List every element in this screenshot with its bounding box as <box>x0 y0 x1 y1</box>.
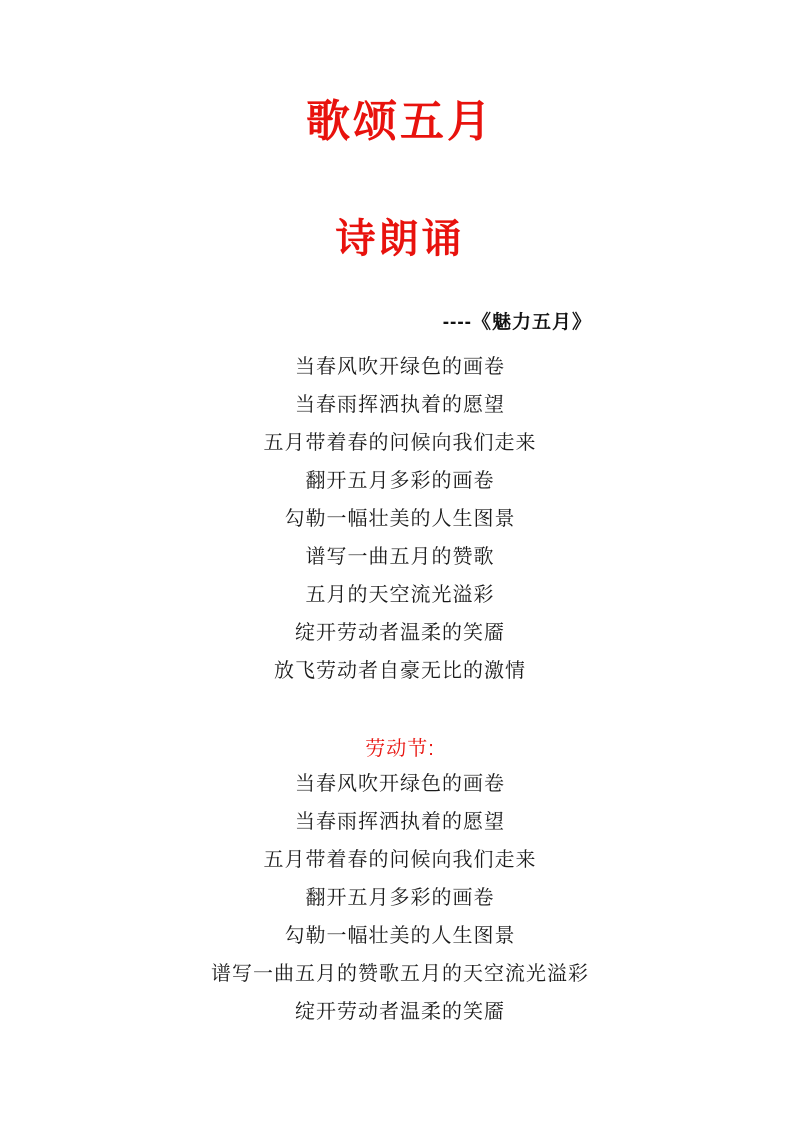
poem-line: 勾勒一幅壮美的人生图景 <box>284 924 516 947</box>
poem-line: 谱写一曲五月的赞歌五月的天空流光溢彩 <box>211 962 589 985</box>
poem-line: 绽开劳动者温柔的笑靥 <box>295 1000 505 1023</box>
page-subtitle: 诗朗诵 <box>335 216 465 261</box>
poem-line: 勾勒一幅壮美的人生图景 <box>284 507 516 530</box>
poem-line: 谱写一曲五月的赞歌 <box>305 545 495 568</box>
stanza-one <box>60 348 740 690</box>
poem-line: 当春雨挥洒执着的愿望 <box>295 393 505 416</box>
poem-line: 绽开劳动者温柔的笑靥 <box>295 621 505 644</box>
poem-line: 当春风吹开绿色的画卷 <box>295 355 505 378</box>
poem-line: 当春风吹开绿色的画卷 <box>295 772 505 795</box>
page-title: 歌颂五月 <box>306 97 494 146</box>
stanza-two <box>60 765 740 1031</box>
poem-line: 当春雨挥洒执着的愿望 <box>295 810 505 833</box>
poem-line: 五月带着春的问候向我们走来 <box>263 848 537 871</box>
poem-line: 五月的天空流光溢彩 <box>305 583 495 606</box>
poem-line: 翻开五月多彩的画卷 <box>305 886 495 909</box>
poem-attribution: ----《魅力五月》 <box>442 311 592 333</box>
poem-line: 五月带着春的问候向我们走来 <box>263 431 537 454</box>
section-label: 劳动节: <box>365 737 435 760</box>
poem-line: 翻开五月多彩的画卷 <box>305 469 495 492</box>
poem-line: 放飞劳动者自豪无比的激情 <box>274 659 526 682</box>
